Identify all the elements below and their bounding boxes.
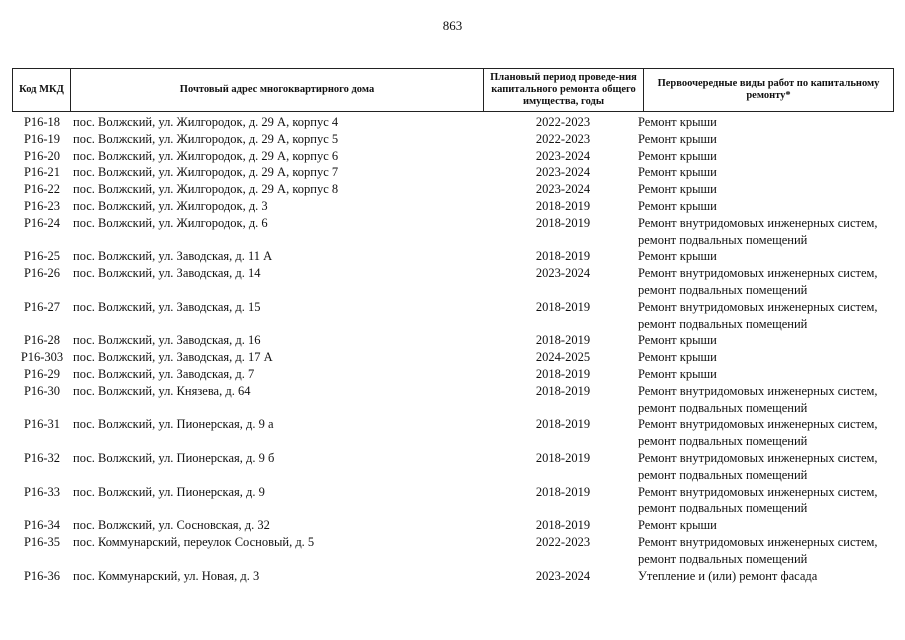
row-works: [638, 349, 894, 366]
row-period: 2023-2024: [535, 165, 591, 180]
row-work-line: Ремонт внутридомовых инженерных систем,: [638, 299, 878, 314]
table-row: [12, 248, 894, 265]
row-works: [638, 366, 894, 383]
row-work-line: Ремонт крыши: [638, 333, 717, 348]
row-work-line: Ремонт внутридомовых инженерных систем,: [638, 450, 878, 465]
row-address: пос. Волжский, ул. Жилгородок, д. 6: [73, 215, 268, 230]
row-work-line: Ремонт крыши: [638, 366, 717, 381]
table-row: [12, 416, 894, 450]
row-work-line: Ремонт крыши: [638, 148, 717, 163]
row-period: 2018-2019: [535, 249, 591, 264]
row-code: Р16-24: [23, 215, 61, 230]
row-work-line: ремонт подвальных помещений: [638, 434, 808, 449]
row-period: 2018-2019: [535, 366, 591, 381]
row-work-line: Ремонт внутридомовых инженерных систем,: [638, 383, 878, 398]
row-work-line: ремонт подвальных помещений: [638, 316, 808, 331]
row-works: [638, 299, 894, 333]
row-period: 2022-2023: [535, 534, 591, 549]
row-work-line: Ремонт крыши: [638, 249, 717, 264]
row-period: 2018-2019: [535, 383, 591, 398]
header-address: Почтовый адрес многоквартирного дома: [71, 69, 484, 111]
row-period: 2023-2024: [535, 148, 591, 163]
row-works: [638, 198, 894, 215]
row-work-line: Ремонт крыши: [638, 115, 717, 129]
row-works: [638, 131, 894, 148]
row-period: 2018-2019: [535, 518, 591, 533]
row-period: 2018-2019: [535, 417, 591, 432]
table-row: [12, 332, 894, 349]
row-works: [638, 568, 894, 585]
table-row: [12, 517, 894, 534]
row-work-line: Ремонт крыши: [638, 518, 717, 533]
row-works: [638, 450, 894, 484]
table-row: [12, 131, 894, 148]
table-header: [12, 68, 894, 112]
row-works: [638, 517, 894, 534]
table-row: [12, 164, 894, 181]
row-work-line: Ремонт внутридомовых инженерных систем,: [638, 417, 878, 432]
table-row: [12, 148, 894, 165]
row-address: пос. Коммунарский, ул. Новая, д. 3: [73, 568, 260, 583]
row-period: 2018-2019: [535, 484, 591, 499]
row-address: пос. Волжский, ул. Сосновская, д. 32: [73, 518, 270, 533]
row-works: [638, 248, 894, 265]
table-row: [12, 198, 894, 215]
row-work-line: ремонт подвальных помещений: [638, 467, 808, 482]
row-works: [638, 416, 894, 450]
row-period: 2024-2025: [535, 350, 591, 365]
table-row: [12, 265, 894, 299]
row-work-line: ремонт подвальных помещений: [638, 400, 808, 415]
row-work-line: Утепление и (или) ремонт фасада: [638, 568, 818, 583]
table-row: [12, 181, 894, 198]
row-period: 2018-2019: [535, 198, 591, 213]
row-address: пос. Волжский, ул. Заводская, д. 17 А: [73, 350, 273, 365]
table-row: [12, 366, 894, 383]
row-period: 2018-2019: [535, 450, 591, 465]
row-work-line: Ремонт крыши: [638, 165, 717, 180]
row-period: 2018-2019: [535, 299, 591, 314]
row-address: пос. Волжский, ул. Заводская, д. 16: [73, 333, 261, 348]
row-code: Р16-33: [23, 484, 61, 499]
row-address: пос. Волжский, ул. Пионерская, д. 9: [73, 484, 265, 499]
row-code: Р16-303: [20, 350, 64, 365]
table-row: [12, 383, 894, 417]
row-work-line: ремонт подвальных помещений: [638, 551, 808, 566]
row-works: [638, 215, 894, 249]
row-period: 2023-2024: [535, 266, 591, 281]
row-code: Р16-19: [23, 131, 61, 146]
row-code: Р16-31: [23, 417, 61, 432]
row-address: пос. Коммунарский, переулок Сосновый, д. 5: [73, 534, 315, 549]
row-works: [638, 534, 894, 568]
row-works: [638, 484, 894, 518]
row-address: пос. Волжский, ул. Жилгородок, д. 29 А, корпус 7: [73, 165, 339, 180]
row-address: пос. Волжский, ул. Заводская, д. 7: [73, 366, 255, 381]
row-code: Р16-32: [23, 450, 61, 465]
row-address: пос. Волжский, ул. Жилгородок, д. 29 А, корпус 4: [73, 115, 339, 129]
row-address: пос. Волжский, ул. Князева, д. 64: [73, 383, 251, 398]
row-period: 2023-2024: [535, 568, 591, 583]
row-work-line: ремонт подвальных помещений: [638, 501, 808, 516]
table-row: [12, 349, 894, 366]
row-code: Р16-28: [23, 333, 61, 348]
table-row: [12, 568, 894, 585]
table-row: [12, 484, 894, 518]
row-code: Р16-30: [23, 383, 61, 398]
row-work-line: Ремонт внутридомовых инженерных систем,: [638, 534, 878, 549]
row-address: пос. Волжский, ул. Жилгородок, д. 3: [73, 198, 268, 213]
row-works: [638, 181, 894, 198]
row-code: Р16-27: [23, 299, 61, 314]
row-code: Р16-22: [23, 182, 61, 197]
row-works: [638, 265, 894, 299]
row-code: Р16-23: [23, 198, 61, 213]
row-work-line: Ремонт внутридомовых инженерных систем,: [638, 215, 878, 230]
page-number: 863: [442, 18, 463, 33]
row-code: Р16-35: [23, 534, 61, 549]
row-work-line: Ремонт крыши: [638, 131, 717, 146]
row-works: [638, 383, 894, 417]
row-work-line: ремонт подвальных помещений: [638, 232, 808, 247]
row-code: Р16-21: [23, 165, 61, 180]
table-row: [12, 299, 894, 333]
header-code: Код МКД: [13, 69, 71, 111]
header-period: Плановый период проведе-ния капитального ремонта общего имущества, годы: [484, 69, 644, 111]
row-period: 2022-2023: [535, 131, 591, 146]
row-address: пос. Волжский, ул. Заводская, д. 11 А: [73, 249, 273, 264]
row-code: Р16-18: [23, 115, 61, 129]
row-period: 2018-2019: [535, 215, 591, 230]
row-code: Р16-34: [23, 518, 61, 533]
table-body: [12, 114, 894, 584]
row-works: [638, 164, 894, 181]
row-work-line: Ремонт крыши: [638, 182, 717, 197]
row-work-line: Ремонт внутридомовых инженерных систем,: [638, 484, 878, 499]
row-period: 2018-2019: [535, 333, 591, 348]
row-works: [638, 332, 894, 349]
table-row: [12, 215, 894, 249]
row-code: Р16-20: [23, 148, 61, 163]
row-address: пос. Волжский, ул. Заводская, д. 14: [73, 266, 261, 281]
row-period: 2023-2024: [535, 182, 591, 197]
row-work-line: Ремонт крыши: [638, 350, 717, 365]
row-address: пос. Волжский, ул. Жилгородок, д. 29 А, корпус 6: [73, 148, 339, 163]
row-address: пос. Волжский, ул. Пионерская, д. 9 б: [73, 450, 275, 465]
row-works: [638, 148, 894, 165]
table-row: [12, 450, 894, 484]
row-address: пос. Волжский, ул. Пионерская, д. 9 а: [73, 417, 274, 432]
row-work-line: Ремонт крыши: [638, 198, 717, 213]
row-code: Р16-25: [23, 249, 61, 264]
row-work-line: ремонт подвальных помещений: [638, 282, 808, 297]
header-works: Первоочередные виды работ по капитальному ремонту*: [657, 78, 880, 101]
row-works: [638, 114, 894, 131]
row-code: Р16-26: [23, 266, 61, 281]
table-row: [12, 114, 894, 131]
row-address: пос. Волжский, ул. Жилгородок, д. 29 А, корпус 8: [73, 182, 339, 197]
row-code: Р16-29: [23, 366, 61, 381]
row-address: пос. Волжский, ул. Заводская, д. 15: [73, 299, 261, 314]
row-work-line: Ремонт внутридомовых инженерных систем,: [638, 266, 878, 281]
row-period: 2022-2023: [535, 115, 591, 129]
row-code: Р16-36: [23, 568, 61, 583]
row-address: пос. Волжский, ул. Жилгородок, д. 29 А, корпус 5: [73, 131, 339, 146]
table-row: [12, 534, 894, 568]
